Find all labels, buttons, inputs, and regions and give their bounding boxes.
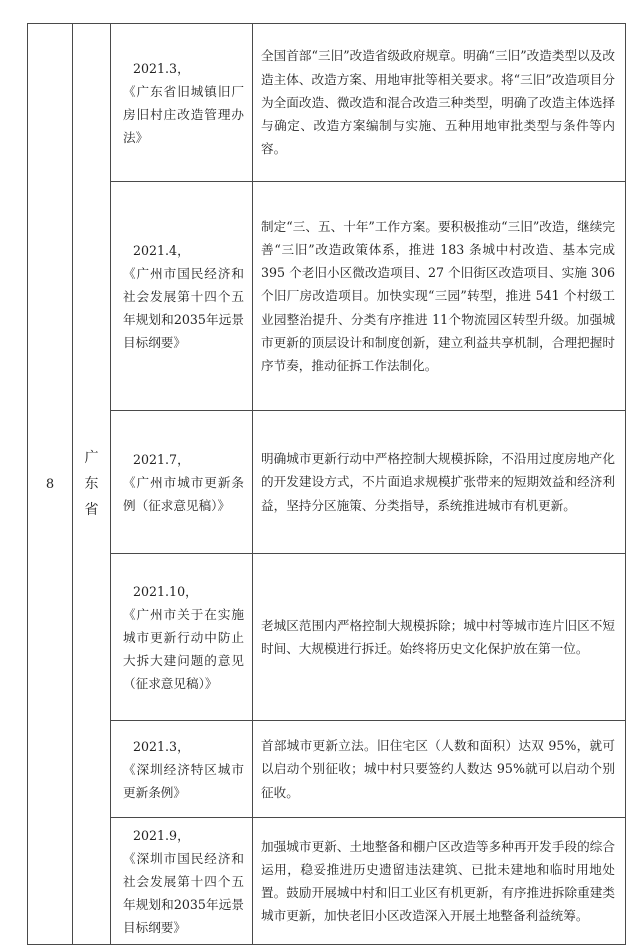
table-row	[28, 818, 626, 945]
policy-desc-cell	[253, 721, 626, 818]
policy-table	[27, 23, 626, 945]
province-cell	[73, 24, 111, 945]
table-row	[28, 554, 626, 721]
table-row	[28, 182, 626, 411]
policy-description: 制定“三、五、十年”工作方案。要积极推动“三旧”改造，继续完善“三旧”改造政策体系，推进 183 条城中村改造、基本完成 395 个老旧小区微改造项目、27 个旧街区改造项目、实施 306 个旧厂房改造项目。加快实现“三园”转型，推进 541 个村级工业园整治提升、分类有序推进 11个物流园区转型升级。加强城市更新的顶层设计和制度创新，建立利益共享机制，合理把握时序节奏，推动征拆工作法制化。	[261, 218, 615, 373]
policy-date: 2021.9，	[133, 827, 190, 843]
policy-title: 《广州市城市更新条例（征求意见稿）》	[123, 474, 244, 513]
table-row	[28, 24, 626, 182]
table-row	[28, 721, 626, 818]
policy-doc-cell	[111, 721, 253, 818]
policy-desc-cell	[253, 818, 626, 945]
policy-title: 《深圳市国民经济和社会发展第十四个五年规划和2035年远景目标纲要》	[123, 850, 244, 935]
policy-description: 加强城市更新、土地整备和棚户区改造等多种再开发手段的综合运用，稳妥推进历史遗留违法建筑、已批未建地和临时用地处置。鼓励开展城中村和旧工业区有机更新，有序推进拆除重建类城市更新，加快老旧小区改造深入开展土地整备利益统筹。	[261, 838, 615, 924]
policy-description: 老城区范围内严格控制大规模拆除；城中村等城市连片旧区不短时间、大规模进行拆迁。始终将历史文化保护放在第一位。	[261, 617, 615, 656]
policy-desc-cell	[253, 554, 626, 721]
row-number: 8	[45, 476, 55, 492]
policy-desc-cell	[253, 411, 626, 554]
policy-title: 《广州市国民经济和社会发展第十四个五年规划和2035年远景目标纲要》	[123, 265, 244, 350]
policy-doc-cell	[111, 24, 253, 182]
policy-description: 明确城市更新行动中严格控制大规模拆除，不沿用过度房地产化的开发建设方式，不片面追求规模扩张带来的短期效益和经济利益，坚持分区施策、分类指导，系统推进城市有机更新。	[261, 451, 615, 513]
policy-desc-cell	[253, 24, 626, 182]
table-row	[28, 411, 626, 554]
policy-title: 《广东省旧城镇旧厂房旧村庄改造管理办法》	[123, 83, 244, 145]
policy-title: 《广州市关于在实施城市更新行动中防止大拆大建问题的意见（征求意见稿）》	[123, 606, 244, 691]
policy-doc-cell	[111, 818, 253, 945]
policy-description: 首部城市更新立法。旧住宅区（人数和面积）达双 95%，就可以启动个别征收；城中村只要签约人数达 95%就可以启动个别征收。	[261, 738, 615, 800]
policy-doc-cell	[111, 182, 253, 411]
policy-desc-cell	[253, 182, 626, 411]
policy-date: 2021.10，	[133, 583, 198, 599]
policy-date: 2021.7，	[133, 451, 190, 467]
province-name: 广东省	[84, 450, 99, 518]
policy-doc-cell	[111, 554, 253, 721]
policy-doc-cell	[111, 411, 253, 554]
row-number-cell	[28, 24, 73, 945]
policy-title: 《深圳经济特区城市更新条例》	[123, 761, 244, 800]
policy-description: 全国首部“三旧”改造省级政府规章。明确“三旧”改造类型以及改造主体、改造方案、用地审批等相关要求。将“三旧”改造项目分为全面改造、微改造和混合改造三种类型，明确了改造主体选择与确定、改造方案编制与实施、五种用地审批类型与条件等内容。	[261, 48, 615, 157]
policy-date: 2021.4，	[133, 242, 190, 258]
policy-date: 2021.3，	[133, 60, 190, 76]
policy-date: 2021.3，	[133, 738, 190, 754]
